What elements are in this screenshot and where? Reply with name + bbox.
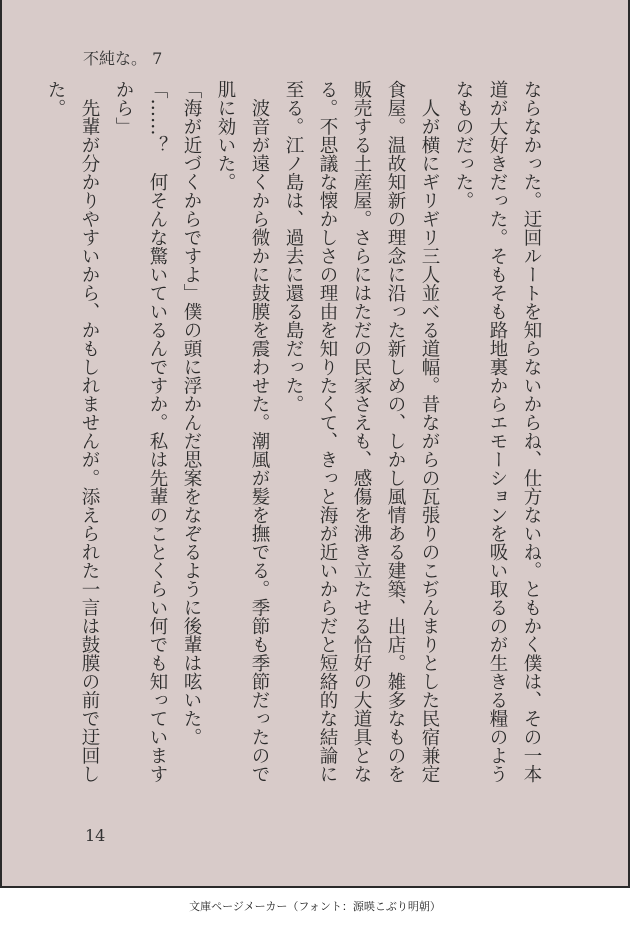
- running-head: 不純な。 7: [83, 49, 163, 68]
- paragraph: 「……？ 何そんな驚いているんですか。私は先輩のことくらい何でも知っていますから」: [113, 80, 168, 783]
- footer-credit: 文庫ページメーカー（フォント：源暎こぶり明朝）: [189, 900, 441, 913]
- body-text: [38, 80, 548, 800]
- page-number: 14: [85, 826, 106, 845]
- paragraph: 「海が近づくからですよ」僕の頭に浮かんだ思案をなぞるように後輩は呟いた。: [181, 80, 202, 746]
- paragraph: 波音が遠くから微かに鼓膜を震わせた。潮風が髪を撫でる。季節も季節だったので肌に効いた。: [215, 80, 270, 783]
- paragraph: 先輩が分かりやすいから、かもしれませんが。添えられた一言は鼓膜の前で迂回した。: [45, 80, 100, 783]
- paragraph: ならなかった。迂回ルートを知らないからね、仕方ないね。ともかく僕は、その一本道が大好きだった。そもそも路地裏からエモーションを吸い取るのが生きる糧のようなものだった。: [453, 80, 542, 783]
- paragraph: 人が横にギリギリ三人並べる道幅。昔ながらの瓦張りのこぢんまりとした民宿兼定食屋。温故知新の理念に沿った新しめの、しかし風情ある建築、出店。雑多なものを販売する土産屋。さらにはただの民家さえも、感傷を沸き立たせる恰好の大道具となる。不思議な懐かしさの理由を知りたくて、きっと海が近いからだと短絡的な結論に至る。江ノ島は、過去に還る島だった。: [283, 80, 440, 783]
